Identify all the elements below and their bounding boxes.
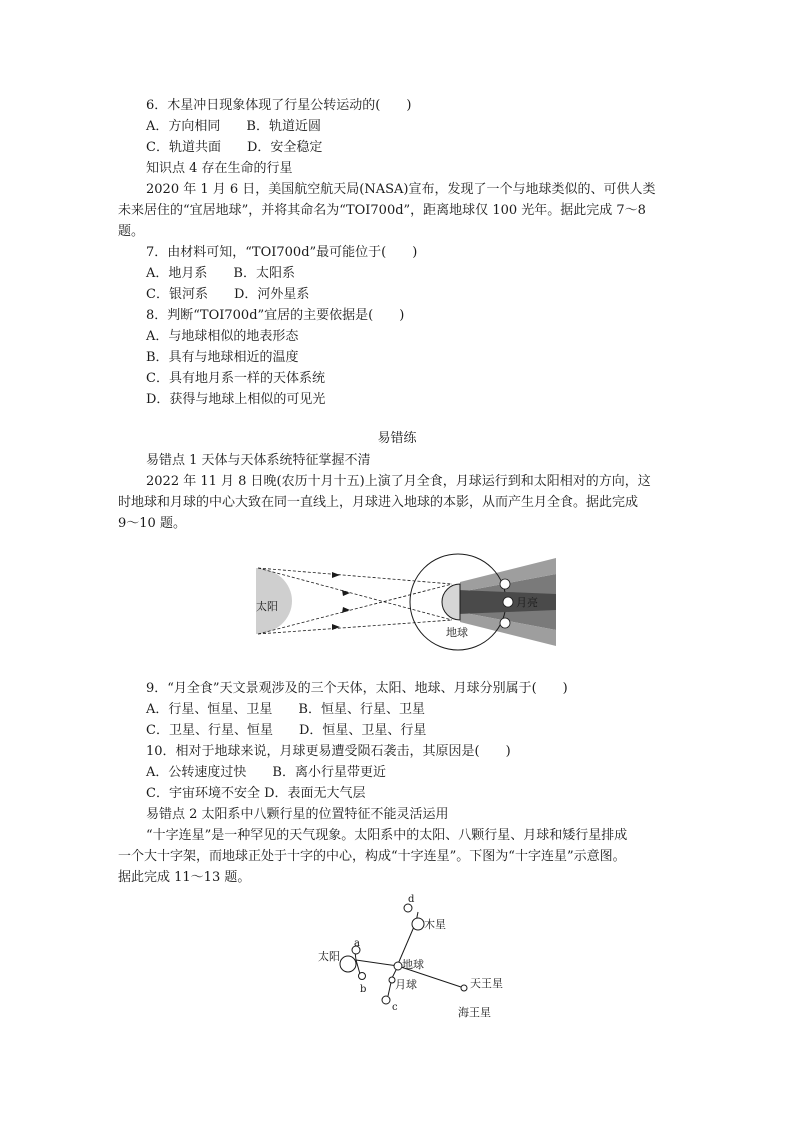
error-point-1: 易错点 1 天体与天体系统特征掌握不清 [146, 453, 371, 468]
label-moon: 月亮 [516, 596, 538, 609]
q9-options-cd: C．卫星、行星、恒星 D．恒星、卫星、行星 [146, 723, 427, 738]
q6-stem: 6．木星冲日现象体现了行星公转运动的( ) [146, 98, 412, 113]
planet-d [404, 904, 412, 912]
sun-shape [340, 956, 356, 972]
label-jupiter: 木星 [424, 918, 446, 931]
passage3-line3: 据此完成 11～13 题。 [118, 870, 251, 885]
q8-option-b: B．具有与地球相近的温度 [146, 350, 299, 365]
passage1-line3: 题。 [118, 224, 145, 239]
planet-c [382, 996, 390, 1004]
label-sun: 太阳 [318, 950, 340, 963]
planet-b [359, 973, 366, 980]
label-sun: 太阳 [256, 600, 278, 613]
q7-options-ab: A．地月系 B．太阳系 [146, 266, 295, 281]
q7-stem: 7．由材料可知，“TOI700d”最可能位于( ) [146, 245, 418, 260]
q6-options-ab: A．方向相同 B．轨道近圆 [146, 119, 321, 134]
uranus-shape [461, 985, 467, 991]
earth-shape [442, 584, 460, 620]
cross-alignment-diagram [300, 892, 520, 1026]
passage2-line3: 9～10 题。 [118, 516, 186, 531]
q8-stem: 8．判断“TOI700d”宜居的主要依据是( ) [146, 308, 405, 323]
label-a: a [354, 938, 360, 949]
q6-options-cd: C．轨道共面 D．安全稳定 [146, 140, 323, 155]
q7-options-cd: C．银河系 D．河外星系 [146, 287, 310, 302]
label-neptune: 海王星 [458, 1006, 491, 1019]
jupiter-shape [412, 918, 424, 930]
moon-shape [503, 597, 513, 607]
q10-stem: 10．相对于地球来说，月球更易遭受陨石袭击，其原因是( ) [146, 744, 511, 759]
passage1-line1: 2020 年 1 月 6 日，美国航空航天局(NASA)宣布，发现了一个与地球类似的、可供人类 [146, 182, 656, 197]
knowledge-point-4: 知识点 4 存在生命的行星 [146, 161, 293, 176]
label-moon: 月球 [395, 978, 417, 991]
q9-stem: 9．“月全食”天文景观涉及的三个天体，太阳、地球、月球分别属于( ) [146, 681, 568, 696]
passage3-line1: “十字连星”是一种罕见的天气现象。太阳系中的太阳、八颗行星、月球和矮行星排成 [146, 828, 628, 843]
q10-options-cd: C．宇宙环境不安全 D．表面无大气层 [146, 786, 366, 801]
q8-option-a: A．与地球相似的地表形态 [146, 329, 299, 344]
label-earth: 地球 [402, 958, 424, 971]
q8-option-d: D．获得与地球上相似的可见光 [146, 392, 326, 407]
passage2-line1: 2022 年 11 月 8 日晚(农历十月十五)上演了月全食，月球运行到和太阳相对的方向，这 [146, 474, 651, 489]
passage1-line2: 未来居住的“宜居地球”，并将其命名为“TOI700d”，距离地球仅 100 光年。据此完成 7～8 [118, 203, 646, 218]
label-b: b [360, 984, 367, 995]
passage2-line2: 时地球和月球的中心大致在同一直线上，月球进入地球的本影，从而产生月全食。据此完成 [118, 495, 639, 510]
lunar-eclipse-diagram [250, 548, 570, 652]
passage3-line2: 一个大十字架，而地球正处于十字的中心，构成“十字连星”。下图为“十字连星”示意图。 [118, 849, 626, 864]
q9-options-ab: A．行星、恒星、卫星 B．恒星、行星、卫星 [146, 702, 425, 717]
label-c: c [392, 1002, 398, 1013]
q10-options-ab: A．公转速度过快 B．离小行星带更近 [146, 765, 386, 780]
label-d: d [408, 894, 415, 905]
label-uranus: 天王星 [470, 977, 503, 990]
q8-option-c: C．具有地月系一样的天体系统 [146, 371, 325, 386]
error-point-2: 易错点 2 太阳系中八颗行星的位置特征不能灵活运用 [146, 807, 449, 822]
section-title: 易错练 [377, 431, 417, 446]
label-earth: 地球 [446, 626, 468, 639]
earth-shape [394, 962, 402, 970]
